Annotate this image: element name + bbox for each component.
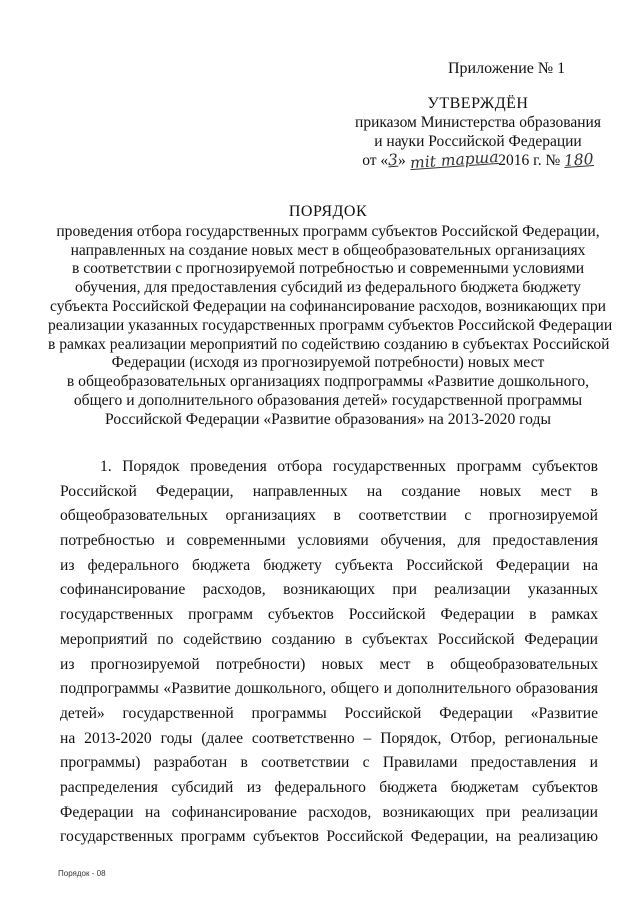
page-footer: Порядок - 08 bbox=[58, 869, 106, 878]
heading-line: реализации указанных государственных программ субъектов Российской Федерации bbox=[48, 316, 613, 334]
order-prefix: от « bbox=[362, 152, 389, 169]
body-line: Российской Федерации, направленных на создание новых мест в bbox=[60, 482, 598, 500]
heading-line: направленных на создание новых мест в общеобразовательных организациях bbox=[70, 241, 586, 259]
heading-line: в соответствии с прогнозируемой потребностью и современными условиями bbox=[71, 260, 585, 278]
document-heading bbox=[48, 203, 613, 430]
heading-line: в общеобразовательных организациях подпрограммы «Развитие дошкольного, bbox=[66, 373, 590, 391]
heading-line: в рамках реализации мероприятий по содействию созданию в субъектах Российской bbox=[48, 335, 610, 353]
body-line: общеобразовательных организациях в соответствии с прогнозируемой bbox=[60, 507, 598, 525]
approval-block bbox=[340, 94, 616, 173]
body-line: на 2013-2020 годы (далее соответственно – Порядок, Отбор, региональные bbox=[60, 729, 598, 747]
body-line: подпрограммы «Развитие дошкольного, общего и дополнительного образования bbox=[60, 680, 598, 698]
body-line: распределения субсидий из федерального бюджета бюджетам субъектов bbox=[60, 778, 598, 796]
body-line: потребностью и современными условиями обучения, для предоставления bbox=[60, 532, 598, 550]
order-year: 2016 г. № bbox=[498, 152, 561, 169]
body-line: государственных программ субъектов Российской Федерации, на реализацию bbox=[60, 828, 598, 846]
order-mid: » bbox=[398, 152, 406, 169]
order-day-handwritten: 3 bbox=[387, 150, 399, 170]
body-line: из прогнозируемой потребности) новых мест в общеобразовательных bbox=[60, 655, 598, 673]
approved-stamp-text: УТВЕРЖДЁН bbox=[427, 95, 529, 112]
heading-line: Российской Федерации «Развитие образования» на 2013-2020 годы bbox=[105, 410, 551, 428]
body-line: мероприятий по содействию созданию в субъектах Российской Федерации bbox=[60, 630, 598, 648]
body-line: Федерации на софинансирование расходов, возникающих при реализации bbox=[60, 803, 598, 821]
heading-line: обучения, для предоставления субсидий из федерального бюджета бюджету bbox=[75, 279, 581, 297]
heading-line: общего и дополнительного образования детей» государственной программы bbox=[73, 391, 583, 409]
appendix-label: Приложение № 1 bbox=[448, 60, 566, 77]
heading-line: субъекта Российской Федерации на софинансирование расходов, возникающих при bbox=[50, 297, 606, 315]
body-line: государственных программ субъектов Российской Федерации в рамках bbox=[60, 606, 598, 624]
body-line: детей» государственной программы Российской Федерации «Развитие bbox=[60, 704, 598, 722]
body-line: 1. Порядок проведения отбора государственных программ субъектов bbox=[100, 458, 598, 475]
heading-line: Федерации (исходя из прогнозируемой потребности) новых мест bbox=[111, 354, 545, 372]
body-line: программы) разработан в соответствии с Правилами предоставления и bbox=[60, 754, 598, 772]
heading-line: проведения отбора государственных программ субъектов Российской Федерации, bbox=[56, 222, 600, 240]
order-month-handwritten: mit mаршa bbox=[409, 147, 499, 173]
body-paragraph bbox=[60, 455, 598, 850]
body-line: софинансирование расходов, возникающих при реализации указанных bbox=[60, 581, 598, 599]
order-date-line bbox=[340, 147, 616, 173]
order-number-handwritten: 180 bbox=[563, 149, 595, 171]
document-title: ПОРЯДОК bbox=[288, 203, 368, 220]
approval-line-2: и науки Российской Федерации bbox=[374, 133, 582, 150]
body-line: из федерального бюджета бюджету субъекта Российской Федерации на bbox=[60, 556, 598, 574]
approval-line-1: приказом Министерства образования bbox=[355, 114, 601, 131]
